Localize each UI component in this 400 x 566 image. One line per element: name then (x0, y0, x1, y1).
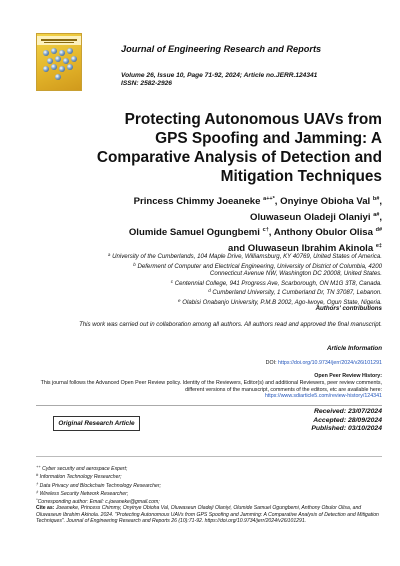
peer-review-text: This journal follows the Advanced Open Peer Review policy. Identity of the Reviewers, Editor(s) and additional Reviewers, peer review comments, different versions of the manuscript, comments of the editors, etc are available here: https://www.sdiarticle5.com/review-history/124341 (40, 380, 382, 400)
author-affiliation-mark: a++* (263, 196, 275, 202)
journal-name: Journal of Engineering Research and Reports (121, 44, 322, 54)
title-line: Mitigation Techniques (220, 168, 382, 185)
affiliation: $^c$ Centennial College, 941 Progress Ave, Scarborough, ON M1G 3T8, Canada. (170, 278, 382, 287)
article-type-box: Original Research Article (53, 416, 140, 431)
author-list: Princess Chimmy Joeaneke $^{a++*}$, Onyinye Obioha Val $^{b\#}$, Oluwaseun Oladeji Olaniyi $^{a\#}$, Olumide Samuel Ogungbemi $^{c\dagger}$, Anthony Obulor Olisa $^{d\#}$ and Oluwaseun Ibrahim Akinola $^{e\ddagger}$ (128, 196, 382, 254)
footnotes (36, 464, 382, 524)
title-line: Comparative Analysis of Detection and (96, 149, 382, 166)
contributions-text: This work was carried out in collaboration among all authors. All authors read and approved the final manuscript. (79, 321, 382, 328)
affiliation: $^e$ Olabisi Onabanjo University, P.M.B 2002, Ago-Iwoye, Ogun State, Nigeria. (178, 297, 382, 306)
author-affiliation-mark: c† (262, 227, 269, 233)
footnote: ‡ Wireless Security Network Researcher; (36, 488, 129, 497)
footnote: *Corresponding author: Email: c.joeaneke@gmail.com; (36, 497, 160, 506)
volume-info (121, 72, 317, 88)
affiliation: $^d$ Cumberland University, 1 Cumberland Dr, TN 37087, Lebanon. (208, 288, 382, 297)
author-affiliation-mark: a# (373, 211, 380, 218)
issn-line: ISSN: 2582-2926 (121, 80, 172, 87)
doi-line: DOI: https://doi.org/10.9734/jerr/2024/v26i101291 (265, 360, 382, 366)
author-affiliation-mark: b# (372, 196, 380, 202)
cite-text: Joeaneke, Princess Chimmy, Onyinye Obioha Val, Oluwaseun Oladeji Olaniyi, Olumide Samuel Ogungbemi, Anthony Obulor Olisa, and Oluwaseun Ibrahim Akinola. 2024. "Protecting Autonomous UAVs from GPS Spoofing and Jamming: A Comparative Analysis of Detection and Mitigation Techniques". Journal of Engineering Research and Reports 26 (10):71-92. https://doi.org/10.9734/jerr/2024/v26i101291. (36, 505, 379, 525)
author-affiliation-mark: d# (375, 227, 382, 233)
volume-line: Volume 26, Issue 10, Page 71-92, 2024; Article no.JERR.124341 (121, 72, 318, 79)
author-joiner: and (228, 242, 246, 254)
published-date: Published: 03/10/2024 (311, 425, 382, 433)
author-name: Onyinye Obioha Val (280, 196, 371, 207)
paper-title (18, 110, 382, 186)
footnote: † Data Privacy and Blockchain Technology Researcher; (36, 480, 161, 489)
publication-dates (311, 408, 382, 434)
author-name: Oluwaseun Oladeji Olaniyi (250, 211, 371, 223)
accepted-date: Accepted: 28/09/2024 (313, 416, 382, 424)
peer-review-heading: Open Peer Review History: (314, 373, 382, 379)
affiliation: $^a$ University of the Cumberlands, 104 Maple Drive, Williamsburg, KY 40769, United States of America. (107, 252, 382, 260)
divider (36, 405, 382, 406)
affiliation: $^b$ Deferment of Computer and Electrical Engineering, University of District of Columbia, 4200 (133, 261, 382, 270)
article-info-heading: Article Information (326, 345, 382, 352)
divider (36, 456, 382, 457)
peer-review-link[interactable]: https://www.sdiarticle5.com/review-history/124341 (264, 393, 382, 400)
footnote: ++ Cyber security and aerospace Expert; (36, 464, 128, 472)
cite-label: Cite as: (36, 505, 55, 512)
title-line: GPS Spoofing and Jamming: A (155, 130, 382, 147)
affiliation: Connecticut Avenue NW, Washington DC 20008, United States. (209, 270, 382, 278)
citation (36, 505, 382, 524)
title-line: Protecting Autonomous UAVs from (124, 111, 382, 128)
author-name: Anthony Obulor Olisa (273, 227, 373, 238)
author-name: Olumide Samuel Ogungbemi (128, 227, 260, 238)
doi-link[interactable]: https://doi.org/10.9734/jerr/2024/v26i101291 (278, 360, 382, 366)
author-affiliation-mark: e‡ (375, 242, 382, 249)
journal-cover-thumbnail (36, 33, 82, 91)
author-name: Oluwaseun Ibrahim Akinola (247, 242, 374, 254)
affiliations (18, 251, 382, 307)
footnote: # Information Technology Researcher; (36, 472, 122, 481)
contributions-heading: Authors' contributions (315, 305, 382, 312)
author-name: Princess Chimmy Joeaneke (133, 196, 261, 207)
received-date: Received: 23/07/2024 (313, 408, 382, 415)
